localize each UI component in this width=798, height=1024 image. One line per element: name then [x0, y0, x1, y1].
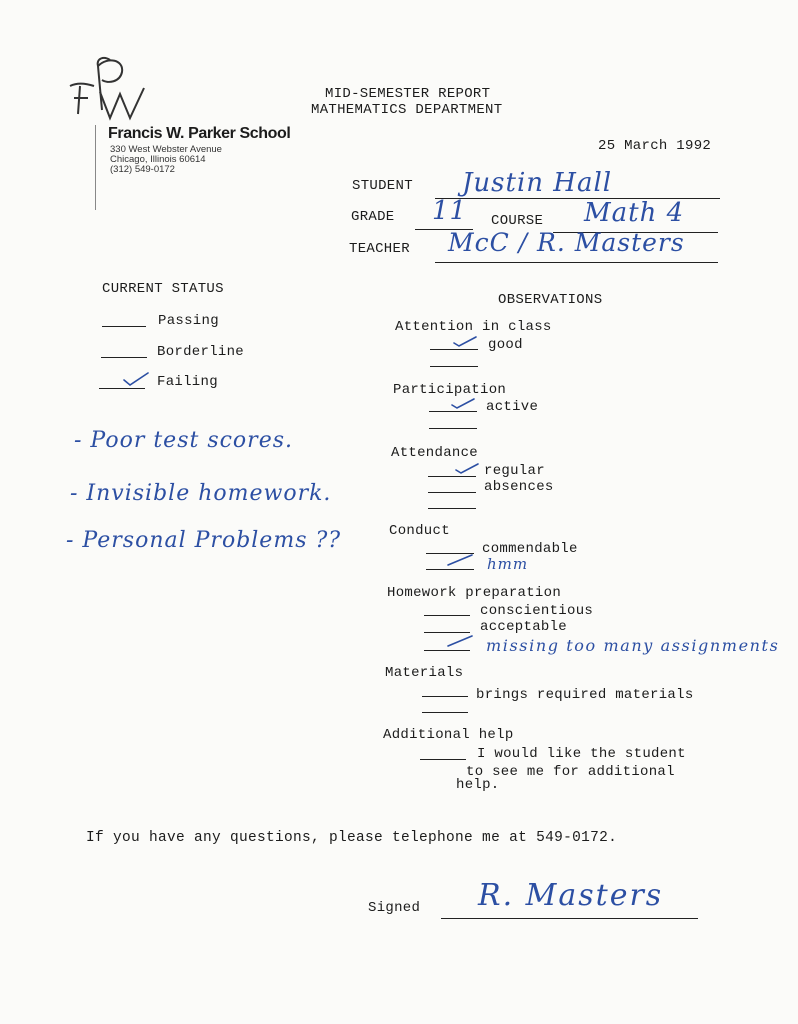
student-label: STUDENT	[352, 178, 413, 194]
attention-extra-blank	[430, 366, 478, 367]
participation-extra-blank	[429, 428, 477, 429]
teacher-label: TEACHER	[349, 241, 410, 257]
materials-brings-label: brings required materials	[476, 687, 694, 703]
homework-checkmark-icon	[446, 634, 474, 648]
attention-label: Attention in class	[395, 319, 552, 335]
course-label: COURSE	[491, 213, 544, 229]
attendance-label: Attendance	[391, 445, 479, 461]
conduct-checkmark-icon	[446, 553, 474, 567]
attendance-regular-blank	[428, 476, 476, 477]
department-title: MATHEMATICS DEPARTMENT	[311, 102, 503, 118]
course-handwritten: Math 4	[584, 198, 685, 228]
signed-label: Signed	[368, 900, 421, 916]
student-name-handwritten: Justin Hall	[462, 168, 613, 198]
homework-conscientious-blank	[424, 615, 470, 616]
failing-checkmark-icon	[122, 372, 150, 386]
additional-help-line1: I would like the student	[477, 746, 686, 762]
note-personal-problems: - Personal Problems ??	[66, 528, 342, 553]
grade-handwritten: 11	[432, 196, 468, 226]
additional-help-line2: to see me for additional	[466, 764, 675, 780]
note-poor-test-scores: - Poor test scores.	[74, 428, 293, 453]
teacher-line	[435, 262, 718, 263]
status-failing-blank	[99, 388, 145, 389]
participation-active-blank	[429, 411, 477, 412]
report-title: MID-SEMESTER REPORT	[325, 86, 491, 102]
attention-good-label: good	[488, 337, 523, 353]
status-passing-blank	[102, 326, 146, 327]
signature-line	[441, 918, 698, 919]
homework-acceptable-blank	[424, 632, 470, 633]
questions-text: If you have any questions, please telephone me at 549-0172.	[86, 830, 618, 846]
materials-label: Materials	[385, 665, 464, 681]
status-borderline-blank	[101, 357, 147, 358]
school-name: Francis W. Parker School	[108, 125, 291, 142]
report-date: 25 March 1992	[598, 138, 712, 154]
conduct-hmm-blank	[426, 569, 474, 570]
attendance-absences-label: absences	[484, 479, 554, 495]
homework-acceptable-label: acceptable	[480, 619, 568, 635]
homework-missing-blank	[424, 650, 470, 651]
attention-good-blank	[430, 349, 478, 350]
participation-label: Participation	[393, 382, 507, 398]
conduct-commendable-label: commendable	[482, 541, 578, 557]
homework-handwritten-note: missing too many assignments	[486, 636, 780, 655]
status-borderline-label: Borderline	[157, 344, 245, 360]
current-status-heading: CURRENT STATUS	[102, 281, 224, 297]
observations-heading: OBSERVATIONS	[498, 292, 603, 308]
participation-checkmark-icon	[450, 396, 478, 410]
note-invisible-homework: - Invisible homework.	[70, 481, 332, 506]
materials-brings-blank	[422, 696, 468, 697]
additional-help-label: Additional help	[383, 727, 514, 743]
attendance-checkmark-icon	[454, 461, 482, 475]
signature-handwritten: R. Masters	[478, 878, 664, 913]
school-phone: (312) 549-0172	[110, 164, 175, 175]
school-monogram-logo	[66, 52, 150, 128]
status-passing-label: Passing	[158, 313, 219, 329]
conduct-label: Conduct	[389, 523, 450, 539]
homework-conscientious-label: conscientious	[480, 603, 594, 619]
school-address-line2: Chicago, Illinois 60614	[110, 154, 206, 165]
attendance-absences-blank	[428, 492, 476, 493]
attendance-extra-blank	[428, 508, 476, 509]
grade-label: GRADE	[351, 209, 395, 225]
school-address-line1: 330 West Webster Avenue	[110, 144, 222, 155]
letterhead-rule	[95, 125, 96, 210]
teacher-handwritten: McC / R. Masters	[448, 228, 685, 257]
attendance-regular-label: regular	[484, 463, 545, 479]
additional-help-blank	[420, 759, 466, 760]
additional-help-line3: help.	[456, 777, 500, 793]
status-failing-label: Failing	[157, 374, 218, 390]
materials-extra-blank	[422, 712, 468, 713]
participation-active-label: active	[486, 399, 539, 415]
homework-label: Homework preparation	[387, 585, 562, 601]
attention-checkmark-icon	[452, 334, 480, 348]
conduct-handwritten-note: hmm	[487, 555, 529, 573]
